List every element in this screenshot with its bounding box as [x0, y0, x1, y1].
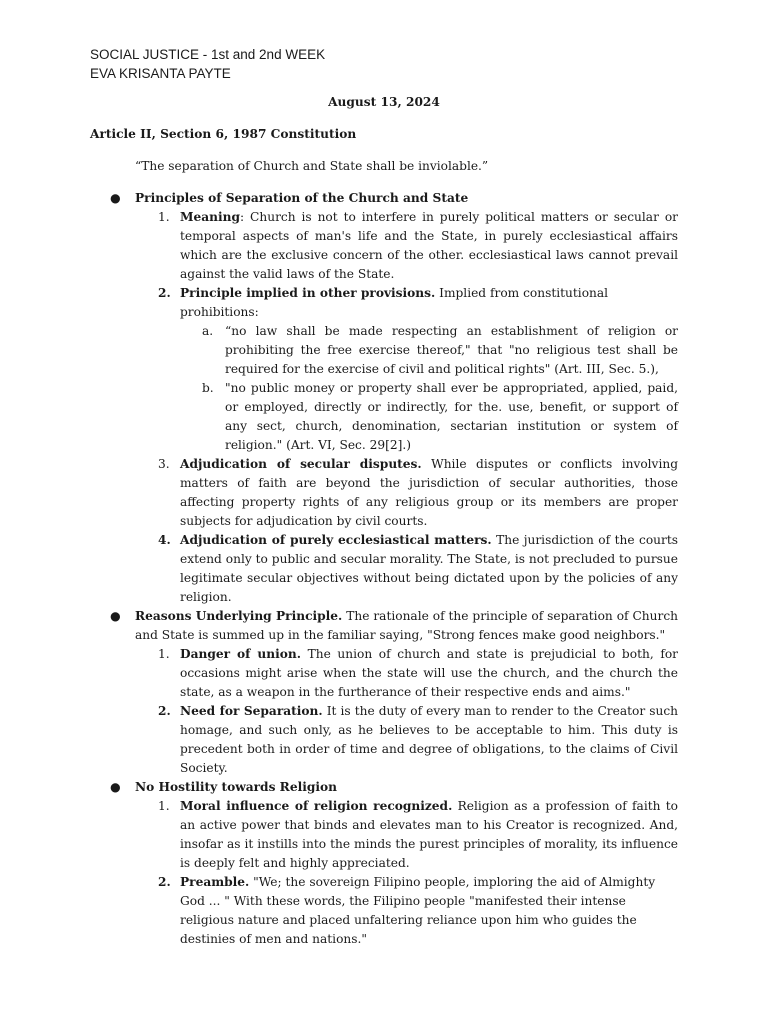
item-text: Implied from constitutional prohibitions:: [180, 286, 609, 319]
list-letter: a.: [202, 324, 214, 338]
sub-list-item: [180, 379, 678, 455]
item-title: Need for Separation.: [180, 704, 323, 718]
bullet-icon: ●: [110, 191, 121, 205]
item-text: The union of church and state is prejudicial to both, for occasions might arise when the state will use the church, and the church the state, as a weapon in the furtherance of their respective ends and aims.": [180, 647, 678, 699]
list-item: [158, 455, 678, 531]
header-course-title: SOCIAL JUSTICE - 1st and 2nd WEEK: [90, 47, 326, 62]
constitution-quote: “The separation of Church and State shall be inviolable.”: [135, 159, 489, 173]
item-text: The jurisdiction of the courts extend only to public and secular morality. The State, is not precluded to pursue legitimate secular objectives without being dictated upon by the policies of any religion.: [180, 533, 678, 604]
document-date: August 13, 2024: [328, 95, 440, 109]
numbered-list: [135, 645, 678, 778]
item-text: While disputes or conflicts involving matters of faith are beyond the jurisdiction of secular authorities, those affecting property rights of any religious group or its members are proper subjects for adjudication by civil courts.: [180, 457, 678, 528]
article-title: Article II, Section 6, 1987 Constitution: [90, 127, 357, 141]
item-title: Meaning: [180, 210, 241, 224]
list-item: [158, 645, 678, 702]
list-letter: b.: [202, 381, 214, 395]
section-heading: Principles of Separation of the Church and State: [135, 191, 469, 205]
list-item: [158, 797, 678, 873]
section-text: The rationale of the principle of separation of Church and State is summed up in the familiar saying, "Strong fences make good neighbors.": [135, 609, 679, 642]
item-title: Danger of union.: [180, 647, 301, 661]
item-text: "We; the sovereign Filipino people, imploring the aid of Almighty God ... " With these words, the Filipino people "manifested their intense religious nature and placed unfaltering reliance upon him who guides the destinies of men and nations.": [180, 875, 656, 946]
list-number: 2.: [158, 875, 171, 889]
list-number: 2.: [158, 704, 171, 718]
item-title: Adjudication of purely ecclesiastical matters.: [180, 533, 492, 547]
item-text: It is the duty of every man to render to the Creator such homage, and such only, as he believes to be acceptable to him. This duty is precedent both in order of time and degree of obligations, to the claims of Civil Society.: [180, 704, 679, 775]
item-text: Religion as a profession of faith to an active power that binds and elevates man to his Creator is recognized. And, insofar as it instills into the minds the purest principles of morality, its influence is deeply felt and highly appreciated.: [180, 799, 678, 870]
list-item: [158, 531, 678, 607]
list-item: [158, 284, 678, 455]
item-title: Principle implied in other provisions.: [180, 286, 436, 300]
list-number: 1.: [158, 799, 170, 813]
numbered-list: [135, 208, 678, 607]
list-item: [158, 702, 679, 778]
list-item: [158, 208, 678, 284]
item-title: Moral influence of religion recognized.: [180, 799, 453, 813]
numbered-list: [135, 797, 678, 949]
document-body: [108, 189, 678, 949]
bullet-icon: ●: [110, 780, 121, 794]
list-number: 1.: [158, 210, 170, 224]
section-heading: No Hostility towards Religion: [135, 780, 337, 794]
section-heading: Reasons Underlying Principle. The rationale of the principle of separation of Church and State is summed up in the familiar saying, "Strong fences make good neighbors.": [135, 609, 679, 642]
list-number: 4.: [158, 533, 171, 547]
list-number: 1.: [158, 647, 170, 661]
section-principles: [108, 189, 678, 607]
list-number: 2.: [158, 286, 171, 300]
item-text: : Church is not to interfere in purely political matters or secular or temporal aspects of man's life and the State, in purely ecclesiastical affairs which are the exclusive concern of the other. ecclesiastical laws cannot prevail against the valid laws of the State.: [180, 210, 678, 281]
sub-item-text: “no law shall be made respecting an establishment of religion or prohibiting the free exercise thereof," that "no religious test shall be required for the exercise of civil and political rights" (Art. III, Sec. 5.),: [225, 324, 678, 376]
list-item: [158, 873, 678, 949]
section-reasons: [108, 607, 678, 778]
item-title: Adjudication of secular disputes.: [180, 457, 422, 471]
sub-item-text: "no public money or property shall ever be appropriated, applied, paid, or employed, directly or indirectly, for the. use, benefit, or support of any sect, church, denomination, sectarian institution or system of religion." (Art. VI, Sec. 29[2].): [225, 381, 678, 452]
list-number: 3.: [158, 457, 170, 471]
section-no-hostility: [108, 778, 678, 949]
header-student-name: EVA KRISANTA PAYTE: [90, 66, 231, 81]
item-title: Preamble.: [180, 875, 250, 889]
sub-list-item: [180, 322, 678, 379]
bullet-icon: ●: [110, 609, 121, 623]
